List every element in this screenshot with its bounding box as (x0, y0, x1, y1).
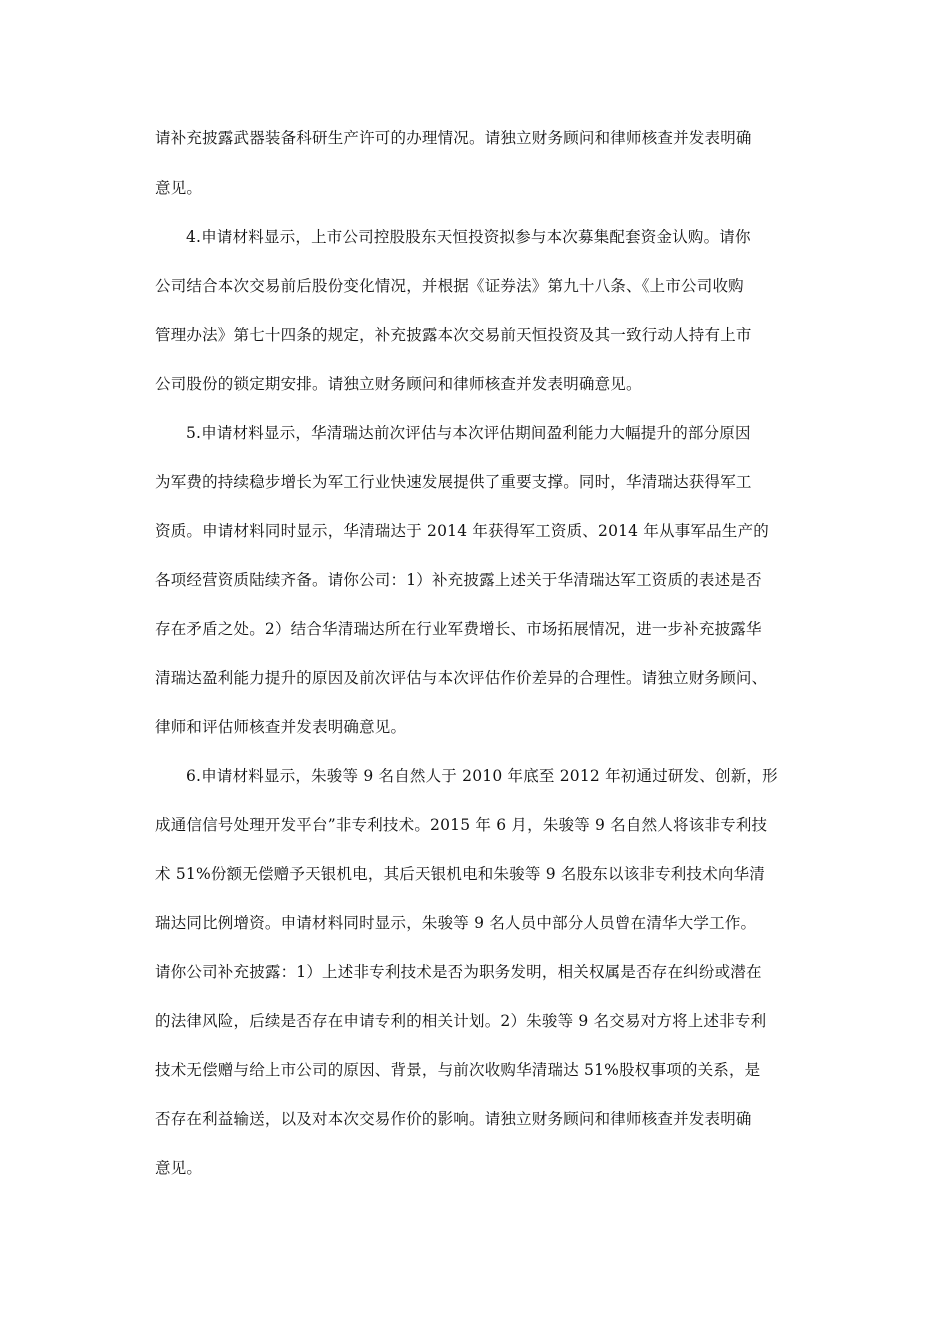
text-line: 意见。 (155, 179, 203, 197)
text-line: 管理办法》第七十四条的规定，补充披露本次交易前天恒投资及其一致行动人持有上市 (155, 326, 752, 344)
text-line: 5.申请材料显示，华清瑞达前次评估与本次评估期间盈利能力大幅提升的部分原因 (186, 424, 751, 442)
text-line: 意见。 (155, 1159, 203, 1177)
text-line: 公司股份的锁定期安排。请独立财务顾问和律师核查并发表明确意见。 (155, 375, 642, 393)
text-line: 清瑞达盈利能力提升的原因及前次评估与本次评估作价差异的合理性。请独立财务顾问、 (155, 669, 768, 687)
text-line: 存在矛盾之处。2）结合华清瑞达所在行业军费增长、市场拓展情况，进一步补充披露华 (155, 620, 762, 638)
text-line: 的法律风险，后续是否存在申请专利的相关计划。2）朱骏等 9 名交易对方将上述非专利 (155, 1012, 767, 1030)
text-line: 请补充披露武器装备科研生产许可的办理情况。请独立财务顾问和律师核查并发表明确 (155, 129, 752, 147)
text-line: 为军费的持续稳步增长为军工行业快速发展提供了重要支撑。同时，华清瑞达获得军工 (155, 473, 752, 491)
text-line: 成通信信号处理开发平台”非专利技术。2015 年 6 月，朱骏等 9 名自然人将该非专利技 (155, 816, 768, 834)
text-line: 公司结合本次交易前后股份变化情况，并根据《证券法》第九十八条、《上市公司收购 (155, 277, 744, 295)
text-line: 瑞达同比例增资。申请材料同时显示，朱骏等 9 名人员中部分人员曾在清华大学工作。 (155, 914, 757, 932)
text-line: 否存在利益输送，以及对本次交易作价的影响。请独立财务顾问和律师核查并发表明确 (155, 1110, 752, 1128)
text-line: 各项经营资质陆续齐备。请你公司：1）补充披露上述关于华清瑞达军工资质的表述是否 (155, 571, 762, 589)
text-line: 请你公司补充披露：1）上述非专利技术是否为职务发明，相关权属是否存在纠纷或潜在 (155, 963, 762, 981)
text-line: 资质。申请材料同时显示，华清瑞达于 2014 年获得军工资质、2014 年从事军品生产的 (155, 522, 769, 540)
text-line: 术 51%份额无偿赠予天银机电，其后天银机电和朱骏等 9 名股东以该非专利技术向华清 (155, 865, 765, 883)
text-line: 律师和评估师核查并发表明确意见。 (155, 718, 407, 736)
text-line: 6.申请材料显示，朱骏等 9 名自然人于 2010 年底至 2012 年初通过研发、创新，形 (186, 767, 778, 785)
text-line: 4.申请材料显示，上市公司控股股东天恒投资拟参与本次募集配套资金认购。请你 (186, 228, 751, 246)
text-line: 技术无偿赠与给上市公司的原因、背景，与前次收购华清瑞达 51%股权事项的关系，是 (155, 1061, 761, 1079)
